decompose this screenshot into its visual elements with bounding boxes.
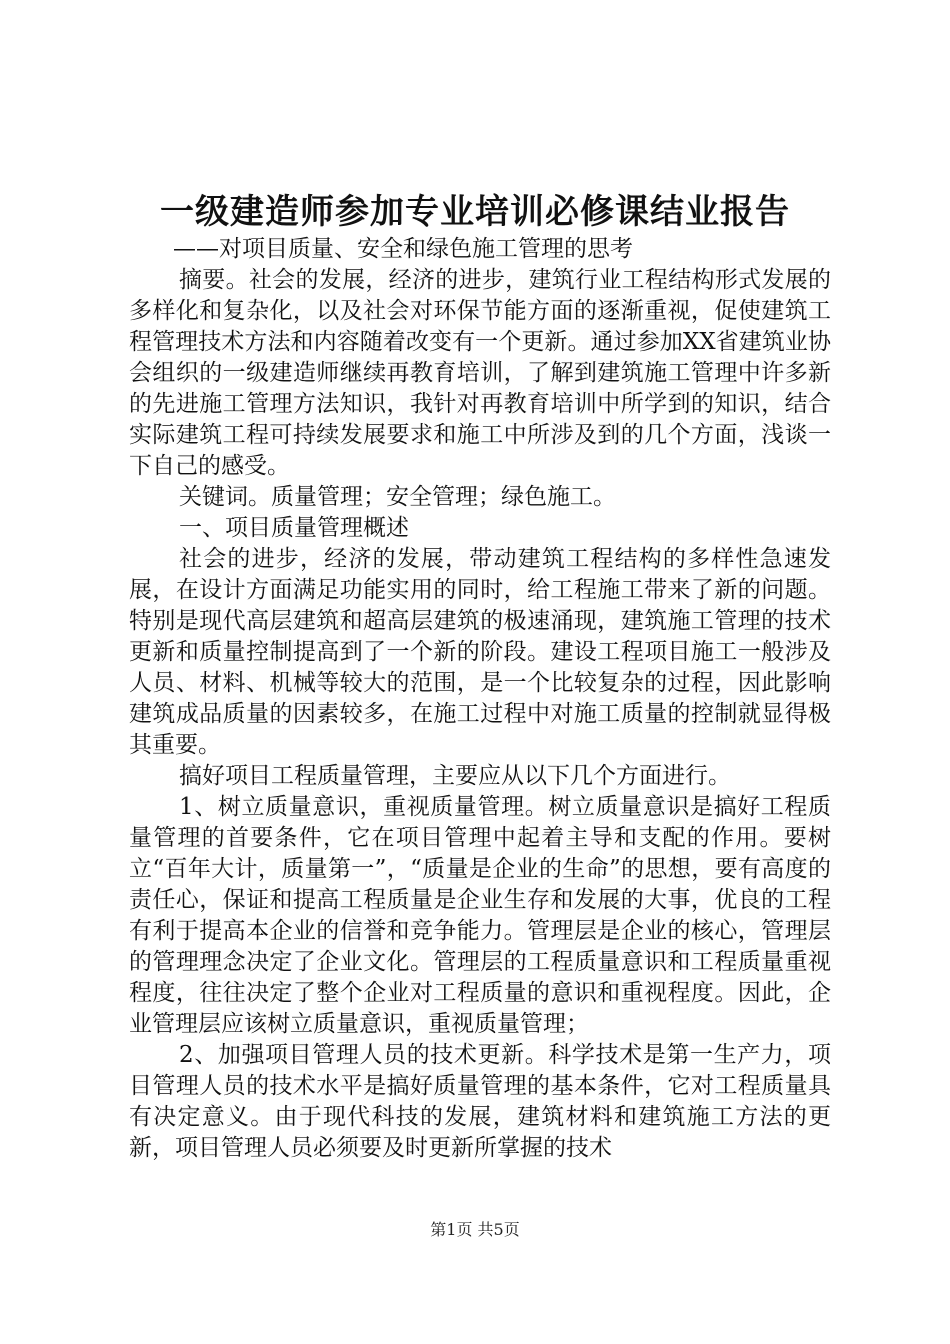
body-paragraph: 社会的进步，经济的发展，带动建筑工程结构的多样性急速发展，在设计方面满足功能实用的同时，给工程施工带来了新的问题。特别是现代高层建筑和超高层建筑的极速涌现，建筑施工管理的技术更新和质量控制提高到了一个新的阶段。建设工程项目施工一般涉及人员、材料、机械等较大的范围，是一个比较复杂的过程，因此影响建筑成品质量的因素较多，在施工过程中对施工质量的控制就显得极其重要。 xyxy=(129,546,831,758)
body-paragraph: 2、加强项目管理人员的技术更新。科学技术是第一生产力，项目管理人员的技术水平是搞好质量管理的基本条件，它对工程质量具有决定意义。由于现代科技的发展，建筑材料和建筑施工方法的更新，项目管理人员必须要及时更新所掌握的技术 xyxy=(129,1042,831,1161)
document-title: 一级建造师参加专业培训必修课结业报告 xyxy=(160,192,790,232)
document-body xyxy=(129,234,831,1164)
keywords-paragraph: 关键词。质量管理；安全管理；绿色施工。 xyxy=(179,484,616,510)
document-subtitle: ——对项目质量、安全和绿色施工管理的思考 xyxy=(173,236,633,262)
section-heading: 一、项目质量管理概述 xyxy=(179,515,409,541)
body-paragraph: 1、树立质量意识，重视质量管理。树立质量意识是搞好工程质量管理的首要条件，它在项目管理中起着主导和支配的作用。要树立“百年大计，质量第一”，“质量是企业的生命”的思想，要有高度的责任心，保证和提高工程质量是企业生存和发展的大事，优良的工程有利于提高本企业的信誉和竞争能力。管理层是企业的核心，管理层的管理理念决定了企业文化。管理层的工程质量意识和工程质量重视程度，往往决定了整个企业对工程质量的意识和重视程度。因此，企业管理层应该树立质量意识，重视质量管理； xyxy=(129,794,831,1037)
page-number-footer: 第1页 共5页 xyxy=(430,1220,520,1239)
abstract-paragraph: 摘要。社会的发展，经济的进步，建筑行业工程结构形式发展的多样化和复杂化，以及社会对环保节能方面的逐渐重视，促使建筑工程管理技术方法和内容随着改变有一个更新。通过参加XX省建筑业协会组织的一级建造师继续再教育培训，了解到建筑施工管理中许多新的先进施工管理方法知识，我针对再教育培训中所学到的知识，结合实际建筑工程可持续发展要求和施工中所涉及到的几个方面，浅谈一下自己的感受。 xyxy=(129,267,831,479)
body-paragraph: 搞好项目工程质量管理，主要应从以下几个方面进行。 xyxy=(179,763,731,789)
